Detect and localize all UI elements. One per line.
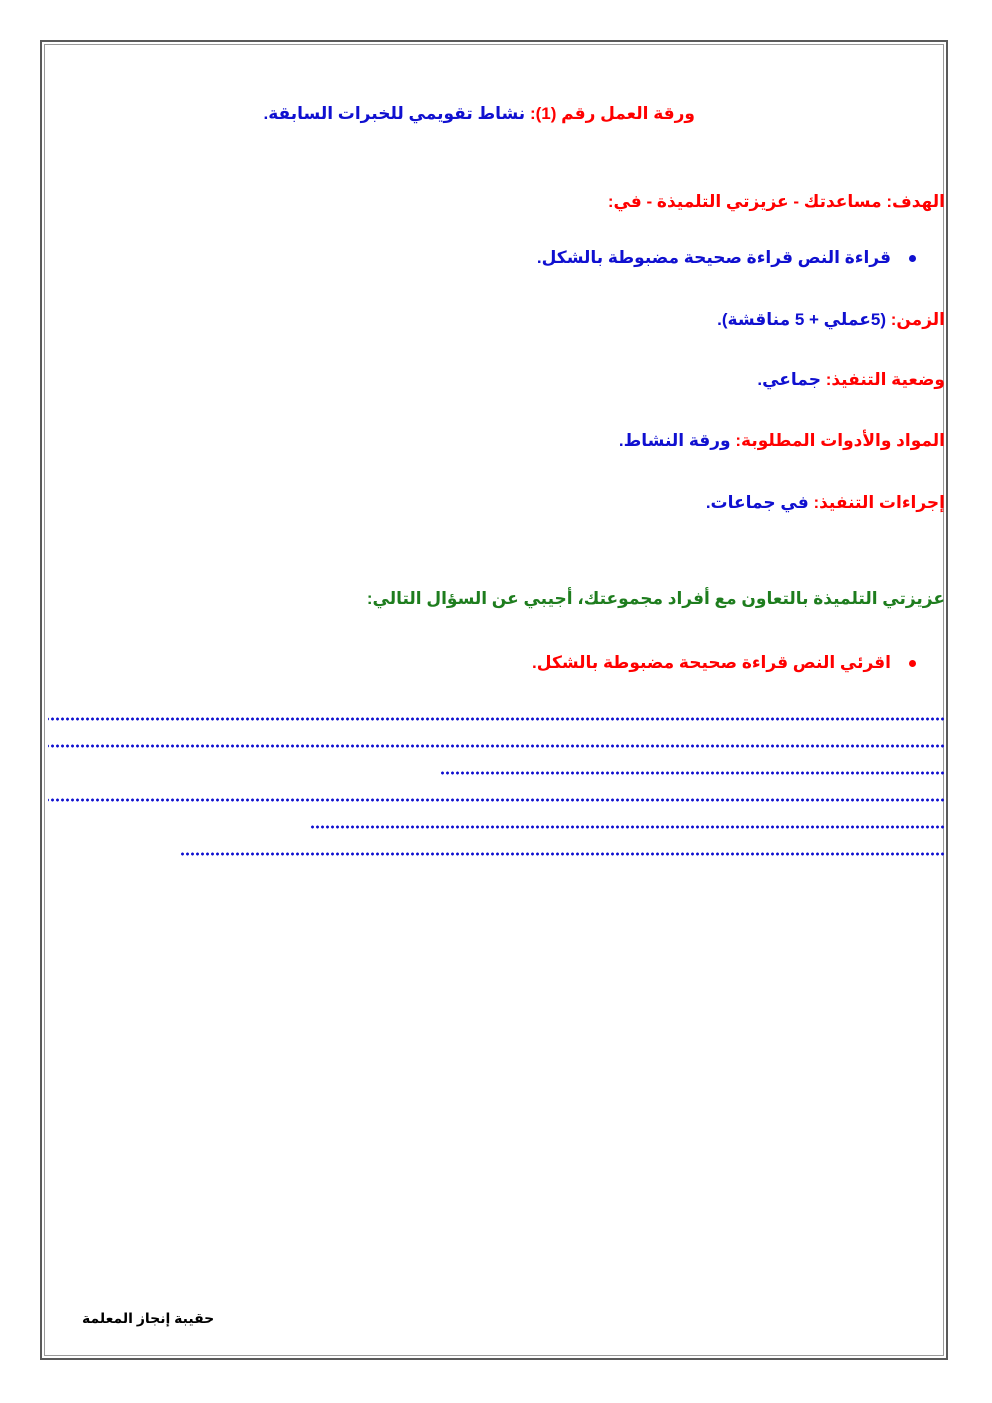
- instruction-text: عزيزتي التلميذة بالتعاون مع أفراد مجموعتك، أجيبي عن السؤال التالي:: [366, 589, 945, 608]
- mode-value: جماعي.: [757, 370, 821, 389]
- goal-bullet-text: قراءة النص قراءة صحيحة مضبوطة بالشكل.: [536, 248, 891, 267]
- procedure-value: في جماعات.: [705, 493, 809, 512]
- worksheet-title-text: نشاط تقويمي للخبرات السابقة.: [263, 104, 526, 123]
- procedure-label: إجراءات التنفيذ:: [813, 493, 945, 512]
- procedure-row: [706, 492, 945, 514]
- answer-line[interactable]: [48, 797, 945, 803]
- task-bullet-text: اقرئي النص قراءة صحيحة مضبوطة بالشكل.: [532, 653, 891, 672]
- answer-line[interactable]: [180, 851, 945, 857]
- answer-line[interactable]: [48, 716, 945, 722]
- answer-line[interactable]: [48, 743, 945, 749]
- materials-row: [619, 430, 945, 452]
- bullet-icon: [909, 660, 916, 667]
- materials-value: ورقة النشاط.: [618, 431, 731, 450]
- answer-line[interactable]: [311, 824, 945, 830]
- time-row: [717, 309, 945, 331]
- time-value: (5عملي + 5 مناقشة).: [717, 310, 886, 329]
- materials-label: المواد والأدوات المطلوبة:: [735, 431, 945, 450]
- time-label: الزمن:: [890, 310, 945, 329]
- page-border: [40, 40, 948, 1360]
- mode-row: [757, 369, 945, 391]
- mode-label: وضعية التنفيذ:: [825, 370, 945, 389]
- worksheet-title-label: ورقة العمل رقم (1):: [529, 104, 695, 123]
- task-bullet: [532, 652, 916, 674]
- goal-heading: الهدف: مساعدتك - عزيزتي التلميذة - في:: [607, 192, 945, 211]
- goal-bullet: [537, 247, 916, 269]
- bullet-icon: [909, 255, 916, 262]
- footer-text: حقيبة إنجاز المعلمة: [82, 1310, 215, 1326]
- worksheet-title: [264, 103, 696, 125]
- answer-line[interactable]: [440, 770, 945, 776]
